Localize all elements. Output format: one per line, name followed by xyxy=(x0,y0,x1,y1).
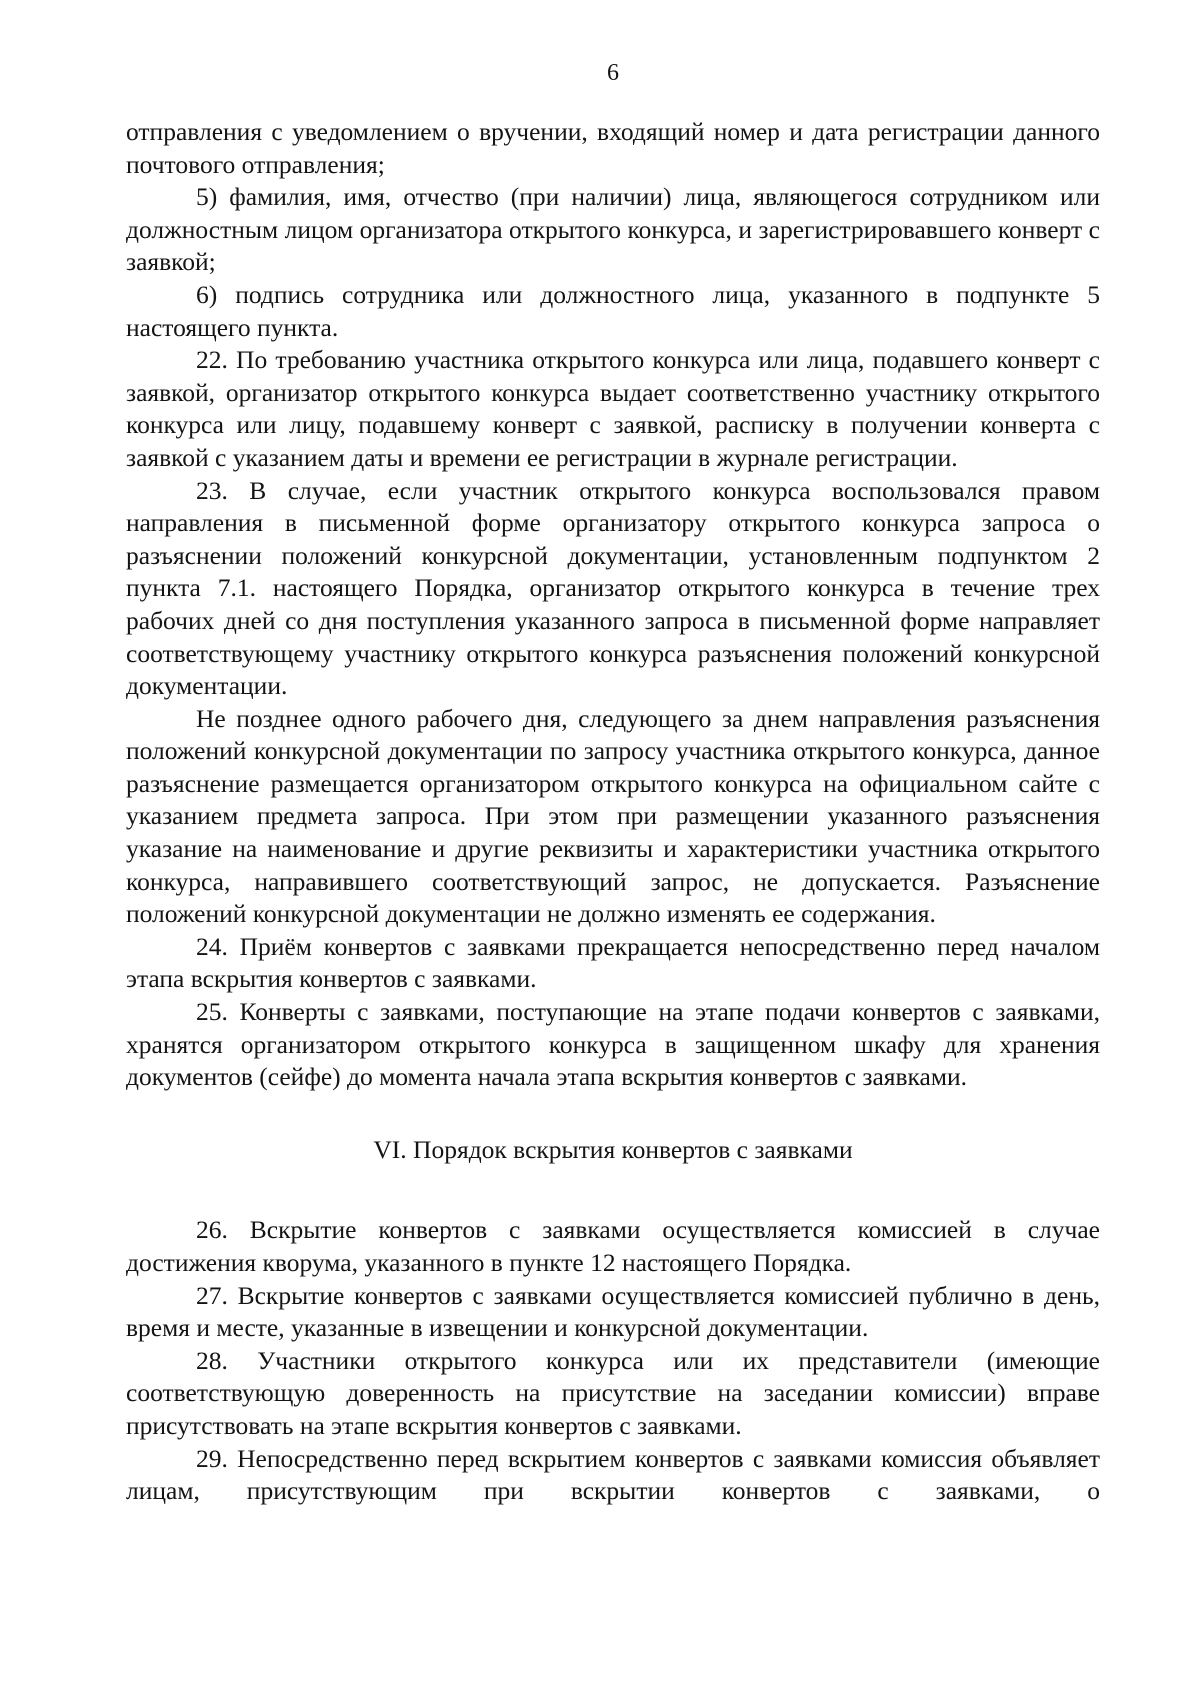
paragraph-clause-27: 27. Вскрытие конвертов с заявками осуществляется комиссией публично в день, время и месте, указанные в извещении и конкурсной документации. xyxy=(126,1280,1100,1343)
paragraph-clause-28: 28. Участники открытого конкурса или их представители (имеющие соответствующую доверенность на присутствие на заседании комиссии) вправе присутствовать на этапе вскрытия конвертов с заявками. xyxy=(126,1345,1100,1440)
paragraph-item-5: 5) фамилия, имя, отчество (при наличии) лица, являющегося сотрудником или должностным лицом организатора открытого конкурса, и зарегистрировавшего конверт с заявкой; xyxy=(126,182,1100,277)
paragraph-clause-23: 23. В случае, если участник открытого конкурса воспользовался правом направления в письменной форме организатору открытого конкурса запроса о разъяснении положений конкурсной документации, установленным подпунктом 2 пункта 7.1. настоящего Порядка, организатор открытого конкурса в течение трех рабочих дней со дня поступления указанного запроса в письменной форме направляет соответствующему участнику открытого конкурса разъяснения положений конкурсной документации. xyxy=(126,475,1100,701)
section-heading: VI. Порядок вскрытия конвертов с заявками xyxy=(373,1134,853,1164)
paragraph-clause-29: 29. Непосредственно перед вскрытием конвертов с заявками комиссия объявляет лицам, присутствующим при вскрытии конвертов с заявками, о xyxy=(126,1443,1100,1506)
paragraph-item-6: 6) подпись сотрудника или должностного лица, указанного в подпункте 5 настоящего пункта. xyxy=(126,279,1100,342)
paragraph-clause-25: 25. Конверты с заявками, поступающие на этапе подачи конвертов с заявками, хранятся организатором открытого конкурса в защищенном шкафу для хранения документов (сейфе) до момента начала этапа вскрытия конвертов с заявками. xyxy=(126,997,1100,1092)
paragraph-continuation: отправления с уведомлением о вручении, входящий номер и дата регистрации данного почтового отправления; xyxy=(126,117,1100,179)
paragraph-clause-22: 22. По требованию участника открытого конкурса или лица, подавшего конверт с заявкой, организатор открытого конкурса выдает соответственно участнику открытого конкурса или лицу, подавшему конверт с заявкой, расписку в получении конверта с заявкой с указанием даты и времени ее регистрации в журнале регистрации. xyxy=(126,345,1100,472)
paragraph-clause-23-continued: Не позднее одного рабочего дня, следующего за днем направления разъяснения положений конкурсной документации по запросу участника открытого конкурса, данное разъяснение размещается организатором открытого конкурса на официальном сайте с указанием предмета запроса. При этом при размещении указанного разъяснения указание на наименование и другие реквизиты и характеристики участника открытого конкурса, направившего соответствующий запрос, не допускается. Разъяснение положений конкурсной документации не должно изменять ее содержания. xyxy=(126,703,1100,929)
document-body xyxy=(126,116,1100,1508)
page-number: 6 xyxy=(607,60,619,86)
paragraph-clause-24: 24. Приём конвертов с заявками прекращается непосредственно перед началом этапа вскрытия конвертов с заявками. xyxy=(126,931,1100,994)
paragraph-clause-26: 26. Вскрытие конвертов с заявками осуществляется комиссией в случае достижения кворума, указанного в пункте 12 настоящего Порядка. xyxy=(126,1215,1100,1277)
